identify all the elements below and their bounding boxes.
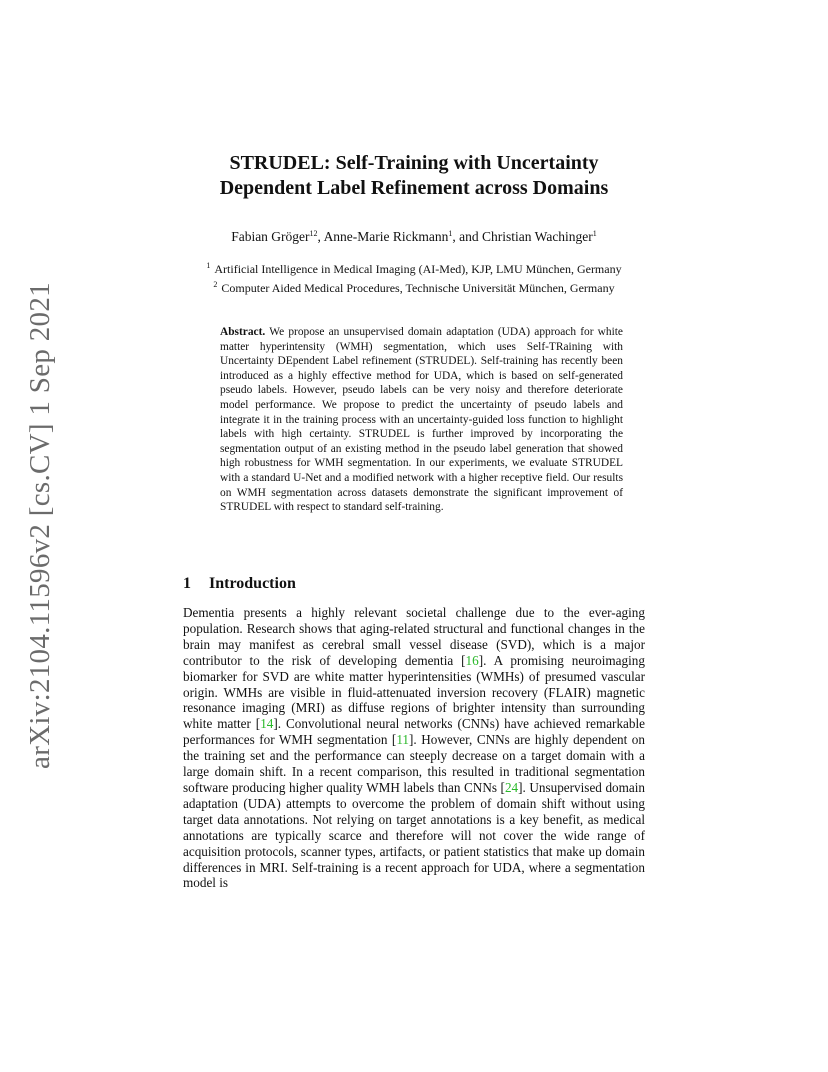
affiliation-text: Computer Aided Medical Procedures, Technische Universität München, Germany: [221, 281, 615, 295]
affiliation-mark: 2: [213, 280, 218, 289]
paragraph-text: Dementia presents a highly relevant societal challenge due to the ever-aging population. Research shows that aging-related structural and functional changes in the brain may manifest as cerebral small vessel disease (SVD), which is a major contributor to the risk of developing dementia [: [183, 605, 645, 668]
affiliation-line: [120, 258, 708, 277]
author-name: Fabian Gröger: [231, 229, 310, 244]
abstract-label: Abstract.: [220, 326, 266, 338]
author-affiliation-mark: 1: [592, 229, 597, 238]
introduction-paragraph: [183, 605, 645, 891]
author-name: Christian Wachinger: [482, 229, 593, 244]
citation-link[interactable]: 16: [465, 652, 479, 668]
paragraph-text: ]. However, CNNs are highly dependent on the training set and the performance can steeply decrease on a target domain with a large domain shift. In a recent comparison, this resulted in traditional segmentation software producing higher quality WMH labels than CNNs [: [183, 732, 645, 795]
section-title: Introduction: [209, 575, 296, 592]
author-affiliation-mark: 1: [448, 229, 453, 238]
paragraph-text: ]. A promising neuroimaging biomarker for SVD are white matter hyperintensities (WMHs) of presumed vascular origin. WMHs are visible in fluid-attenuated inversion recovery (FLAIR) magnetic resonance imaging (MRI) as diffuse regions of brighter intensity than surrounding white matter [: [183, 652, 645, 732]
abstract: [220, 325, 623, 515]
paragraph-text: ]. Convolutional neural networks (CNNs) have achieved remarkable performances for WMH segmentation [: [183, 716, 646, 748]
affiliation-mark: 1: [206, 261, 211, 270]
affiliation-line: [120, 277, 708, 296]
author-separator: ,: [317, 229, 324, 244]
paper-title: [120, 151, 708, 201]
author-affiliation-mark: 12: [309, 229, 318, 238]
section-heading: [183, 575, 296, 593]
author-name: Anne-Marie Rickmann: [323, 229, 449, 244]
author-separator: , and: [452, 229, 483, 244]
arxiv-identifier-text: arXiv:2104.11596v2 [cs.CV] 1 Sep 2021: [23, 281, 56, 769]
abstract-text: We propose an unsupervised domain adaptation (UDA) approach for white matter hyperintensity (WMH) segmentation, which uses Self-TRaining with Uncertainty DEpendent Label refinement (STRUDEL). Self-training has recently been introduced as a highly effective method for UDA, which is based on self-generated pseudo labels. However, pseudo labels can be very noisy and therefore deteriorate model performance. We propose to predict the uncertainty of pseudo labels and integrate it in the training process with an uncertainty-guided loss function to highlight labels with high certainty. STRUDEL is further improved by incorporating the segmentation output of an existing method in the pseudo label generation that showed high robustness for WMH segmentation. In our experiments, we evaluate STRUDEL with a standard U-Net and a modified network with a higher receptive field. Our results on WMH segmentation across datasets demonstrate the significant improvement of STRUDEL with respect to standard self-training.: [220, 326, 623, 514]
author-list: [120, 229, 708, 245]
section-number: 1: [183, 575, 191, 592]
affiliation-list: [120, 258, 708, 296]
citation-link[interactable]: 14: [260, 716, 274, 732]
paragraph-text: ]. Unsupervised domain adaptation (UDA) attempts to overcome the problem of domain shift without using target data annotations. Not relying on target annotations is a key benefit, as medical annotations are typically scarce and therefore will not cover the wide range of acquisition protocols, scanner types, artifacts, or patient statistics that make up domain differences in MRI. Self-training is a recent approach for UDA, where a segmentation model is: [183, 779, 646, 891]
affiliation-text: Artificial Intelligence in Medical Imaging (AI-Med), KJP, LMU München, Germany: [214, 262, 622, 276]
citation-link[interactable]: 11: [396, 732, 410, 748]
citation-link[interactable]: 24: [504, 779, 519, 795]
arxiv-identifier-stamp: [20, 281, 60, 769]
title-line-2: Dependent Label Refinement across Domains: [219, 177, 609, 199]
title-line-1: STRUDEL: Self-Training with Uncertainty: [229, 152, 599, 174]
